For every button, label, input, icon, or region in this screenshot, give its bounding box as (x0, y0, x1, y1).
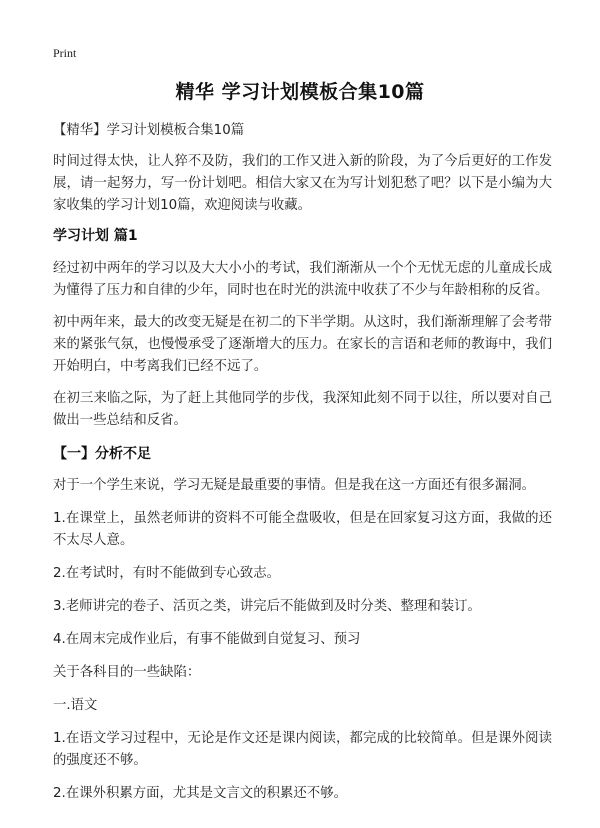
document-body (53, 120, 552, 805)
list-item: 4.在周末完成作业后，有事不能做到自觉复习、预习 (53, 632, 361, 647)
paragraph: 对于一个学生来说，学习无疑是最重要的事情。但是我在这一方面还有很多漏洞。 (53, 478, 536, 493)
paragraph: 在初三来临之际，为了赶上其他同学的步伐，我深知此刻不同于以往，所以要对自己做出一些总结和反省。 (53, 391, 552, 428)
list-item: 2.在考试时，有时不能做到专心致志。 (53, 566, 281, 581)
print-label[interactable]: Print (53, 46, 77, 60)
subtitle-line: 【精华】学习计划模板合集10篇 (53, 123, 245, 138)
section-heading: 学习计划 篇1 (53, 228, 138, 244)
paragraph: 关于各科目的一些缺陷： (53, 665, 201, 680)
intro-paragraph: 时间过得太快，让人猝不及防，我们的工作又进入新的阶段，为了今后更好的工作发展，请一起努力，写一份计划吧。相信大家又在为写计划犯愁了吧？以下是小编为大家收集的学习计划10篇，欢迎阅读与收藏。 (53, 154, 552, 213)
list-item: 3.老师讲完的卷子、活页之类，讲完后不能做到及时分类、整理和装订。 (53, 599, 481, 614)
paragraph: 初中两年来，最大的改变无疑是在初二的下半学期。从这时，我们渐渐理解了会考带来的紧张气氛，也慢慢承受了逐渐增大的压力。在家长的言语和老师的教诲中，我们开始明白，中考离我们已经不远了。 (53, 315, 552, 374)
list-item: 2.在课外积累方面，尤其是文言文的积累还不够。 (53, 786, 347, 801)
subsection-heading: 【一】分析不足 (53, 446, 151, 462)
document-title: 精华 学习计划模板合集10篇 (175, 81, 425, 103)
list-item: 1.在语文学习过程中，无论是作文还是课内阅读，都完成的比较简单。但是课外阅读的强度还不够。 (53, 731, 552, 768)
paragraph: 经过初中两年的学习以及大大小小的考试，我们渐渐从一个个无忧无虑的儿童成长成为懂得了压力和自律的少年，同时也在时光的洪流中收获了不少与年龄相称的反省。 (53, 261, 552, 298)
paragraph: 一.语文 (53, 698, 98, 713)
list-item: 1.在课堂上，虽然老师讲的资料不可能全盘吸收，但是在回家复习这方面，我做的还不太尽人意。 (53, 511, 552, 548)
